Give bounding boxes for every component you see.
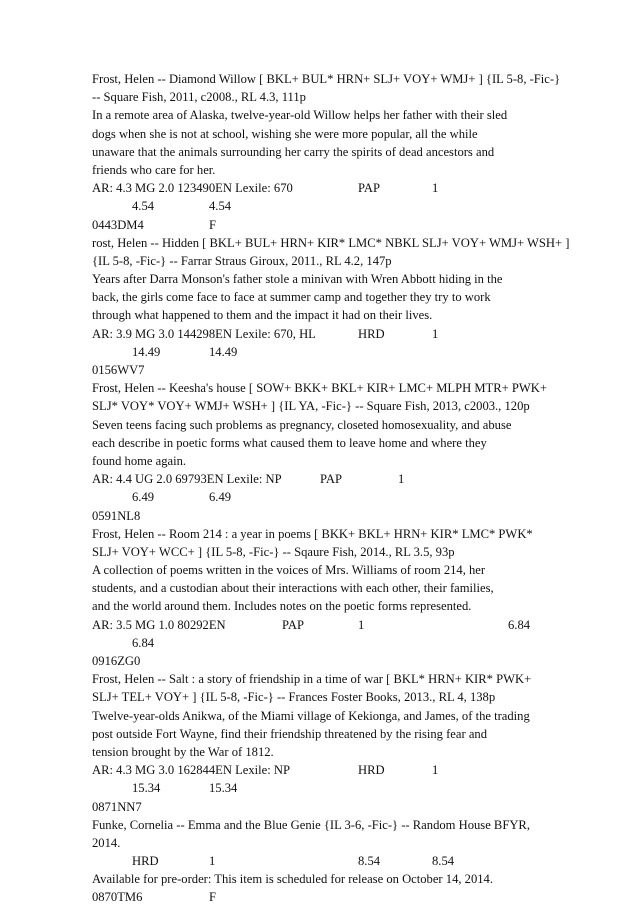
ar-info: AR: 3.9 MG 3.0 144298EN Lexile: 670, HL — [92, 326, 316, 341]
quantity: 1 — [398, 472, 405, 487]
entry-text-line: post outside Fort Wayne, find their friendship threatened by the rising fear and — [92, 726, 488, 741]
quantity: 1 — [432, 763, 439, 778]
code-line — [92, 216, 562, 234]
catalog-entry — [92, 234, 570, 380]
item-code: 0156WV7 — [92, 363, 145, 377]
price-line — [92, 343, 562, 361]
net-price: 8.54 — [432, 854, 455, 869]
ar-info: AR: 4.3 MG 2.0 123490EN Lexile: 670 — [92, 181, 293, 196]
entry-text-line: {IL 5-8, -Fic-} -- Farrar Straus Giroux, 2011., RL 4.2, 147p — [92, 253, 392, 268]
ar-line — [92, 616, 562, 634]
list-price: 15.34 — [132, 781, 161, 796]
net-price: 4.54 — [209, 199, 232, 214]
item-code: 0870TM6 — [92, 890, 143, 905]
item-flag: F — [209, 217, 217, 232]
code-line — [92, 652, 562, 670]
binding-type: PAP — [358, 181, 380, 196]
price-line — [92, 197, 562, 215]
entry-text-line: and the world around them. Includes notes on the poetic forms represented. — [92, 599, 472, 614]
entry-text-line: through what happened to them and the impact it had on their lives. — [92, 308, 433, 323]
entry-text-line: Frost, Helen -- Salt : a story of friendship in a time of war [ BKL* HRN+ KIR* PWK+ — [92, 672, 532, 687]
entry-text-line: Frost, Helen -- Diamond Willow [ BKL+ BUL* HRN+ SLJ+ VOY+ WMJ+ ] {IL 5-8, -Fic-} — [92, 72, 561, 86]
entry-text-line: SLJ+ VOY+ WCC+ ] {IL 5-8, -Fic-} -- Sqaure Fish, 2014., RL 3.5, 93p — [92, 544, 455, 559]
entry-text-line: rost, Helen -- Hidden [ BKL+ BUL+ HRN+ KIR* LMC* NBKL SLJ+ VOY+ WMJ+ WSH+ ] — [92, 235, 570, 250]
ar-info: AR: 4.3 MG 3.0 162844EN Lexile: NP — [92, 763, 290, 778]
code-line — [92, 798, 562, 816]
net-price: 15.34 — [209, 781, 238, 796]
catalog-listing — [92, 70, 570, 907]
item-code: 0443DM4 — [92, 217, 144, 232]
ar-line — [92, 179, 562, 197]
code-line — [92, 507, 562, 525]
price-line — [92, 779, 562, 797]
binding-type: HRD — [358, 326, 385, 341]
price-line — [92, 488, 562, 506]
entry-text-line: -- Square Fish, 2011, c2008., RL 4.3, 111p — [92, 90, 306, 105]
entry-text-line: SLJ* VOY* VOY+ WMJ+ WSH+ ] {IL YA, -Fic-} -- Square Fish, 2013, c2003., 120p — [92, 399, 530, 414]
entry-text-line: SLJ+ TEL+ VOY+ ] {IL 5-8, -Fic-} -- Frances Foster Books, 2013., RL 4, 138p — [92, 690, 496, 705]
catalog-entry — [92, 525, 562, 671]
ar-line — [92, 470, 562, 488]
entry-text-line: friends who care for her. — [92, 162, 216, 177]
ar-info: AR: 3.5 MG 1.0 80292EN — [92, 617, 226, 632]
entry-text-line: back, the girls come face to face at summer camp and together they try to work — [92, 290, 491, 305]
ar-line — [92, 761, 562, 779]
item-flag: F — [209, 890, 217, 905]
entry-text-line: Funke, Cornelia -- Emma and the Blue Genie {IL 3-6, -Fic-} -- Random House BFYR, — [92, 817, 530, 832]
binding-type: HRD — [358, 763, 385, 778]
binding-type: PAP — [282, 617, 304, 632]
entry-text-line: dogs when she is not at school, wishing she were more popular, all the while — [92, 126, 478, 141]
price-line — [92, 634, 562, 652]
catalog-entry — [92, 70, 562, 234]
net-price: 6.49 — [209, 490, 232, 505]
list-price: 4.54 — [132, 199, 155, 214]
quantity: 1 — [358, 617, 365, 632]
entry-text-line: Years after Darra Monson's father stole a minivan with Wren Abbott hiding in the — [92, 272, 503, 287]
item-code: 0916ZG0 — [92, 654, 141, 668]
entry-text-line: In a remote area of Alaska, twelve-year-old Willow helps her father with their sled — [92, 108, 508, 123]
quantity: 1 — [432, 326, 439, 341]
list-price: 14.49 — [132, 344, 161, 359]
catalog-entry — [92, 379, 562, 525]
item-code: 0591NL8 — [92, 508, 141, 523]
item-code: 0871NN7 — [92, 799, 142, 814]
quantity: 1 — [209, 854, 216, 869]
entry-text-line: Frost, Helen -- Room 214 : a year in poems [ BKK+ BKL+ HRN+ KIR* LMC* PWK* — [92, 526, 533, 541]
code-line — [92, 888, 562, 906]
binding-type: PAP — [320, 472, 342, 487]
order-line — [92, 852, 562, 870]
entry-text-line: tension brought by the War of 1812. — [92, 744, 274, 759]
entry-text-line: Frost, Helen -- Keesha's house [ SOW+ BKK+ BKL+ KIR+ LMC+ MLPH MTR+ PWK+ — [92, 381, 547, 396]
net-price: 6.84 — [132, 635, 155, 650]
entry-text-line: students, and a custodian about their interactions with each other, their families, — [92, 581, 494, 596]
quantity: 1 — [432, 181, 439, 196]
net-price: 14.49 — [209, 344, 238, 359]
list-price: 6.84 — [508, 617, 531, 632]
entry-text-line: A collection of poems written in the voices of Mrs. Williams of room 214, her — [92, 563, 486, 578]
ar-line — [92, 325, 562, 343]
entry-text-line: Seven teens facing such problems as pregnancy, closeted homosexuality, and abuse — [92, 417, 512, 432]
catalog-entry — [92, 816, 562, 907]
entry-text-line: each describe in poetic forms what caused them to leave home and where they — [92, 435, 487, 450]
ar-info: AR: 4.4 UG 2.0 69793EN Lexile: NP — [92, 472, 282, 487]
entry-text-line: found home again. — [92, 453, 187, 468]
list-price: 6.49 — [132, 490, 155, 505]
entry-text-line: unaware that the animals surrounding her carry the spirits of dead ancestors and — [92, 144, 495, 159]
binding-type: HRD — [132, 854, 159, 869]
list-price: 8.54 — [358, 854, 381, 869]
entry-text-line: 2014. — [92, 835, 121, 850]
code-line — [92, 361, 562, 379]
catalog-entry — [92, 670, 562, 816]
entry-text-line: Twelve-year-olds Anikwa, of the Miami village of Kekionga, and James, of the trading — [92, 708, 530, 723]
availability-note: Available for pre-order: This item is scheduled for release on October 14, 2014. — [92, 872, 494, 887]
